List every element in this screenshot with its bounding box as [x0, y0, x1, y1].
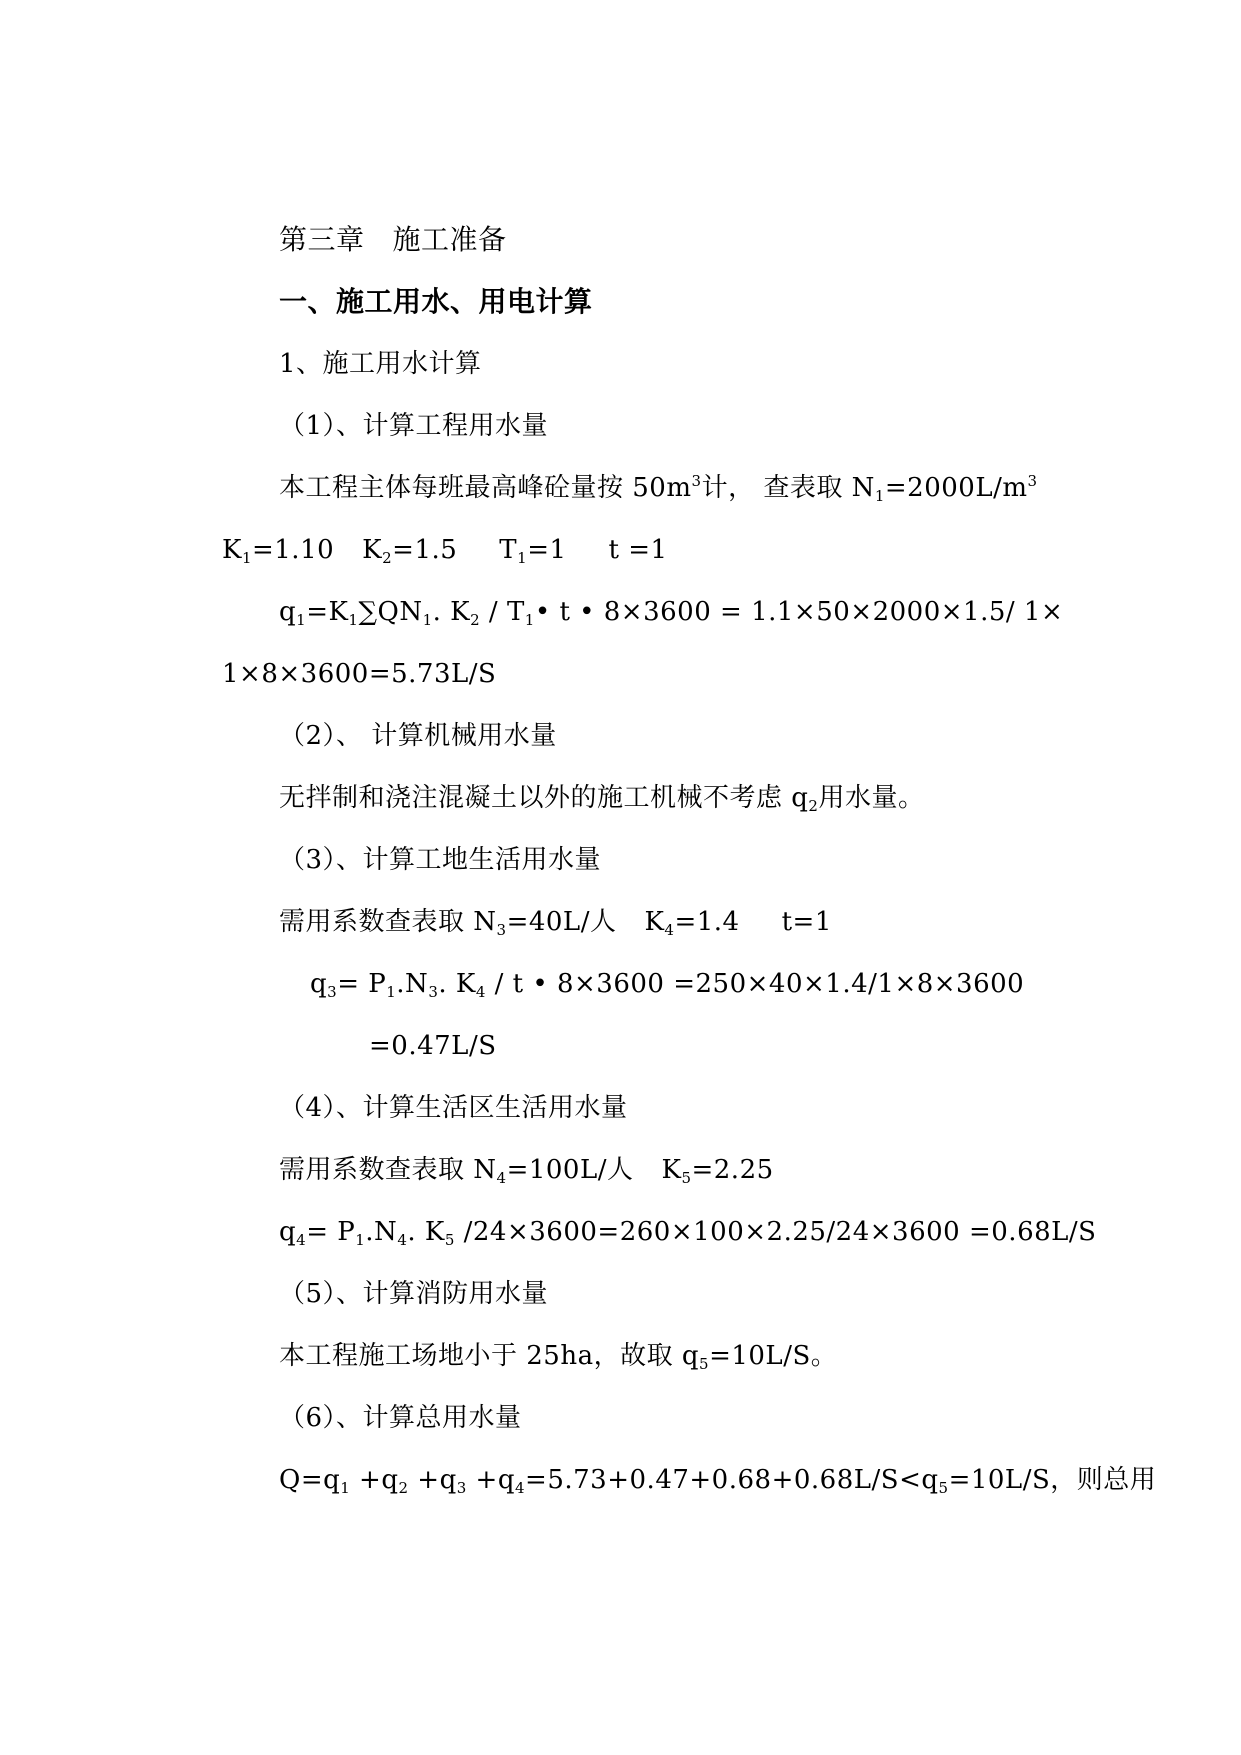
text-run: /24×3600=260×100×2.25/24×3600 =0.68L/S — [454, 1217, 1097, 1247]
item-3-formula-result: =0.47L/S — [369, 1031, 497, 1061]
item-1-line-1 — [279, 470, 1038, 506]
text-run: +q — [408, 1465, 457, 1495]
subscript: 1 — [517, 549, 528, 567]
text-run: =10L/S，则总用 — [948, 1465, 1157, 1495]
text-run: K — [362, 535, 383, 565]
item-4-formula — [279, 1214, 1097, 1250]
text-run: =1.5 — [392, 535, 458, 565]
subscript: 3 — [428, 983, 439, 1001]
text-run: =1.10 — [251, 535, 335, 565]
item-3-title: （3）、计算工地生活用水量 — [279, 845, 602, 875]
item-1-line-2 — [222, 532, 668, 568]
item-1-formula — [279, 594, 1063, 630]
item-6-formula — [279, 1462, 1156, 1498]
subscript: 3 — [456, 1479, 467, 1497]
text-run: q — [279, 1217, 297, 1247]
subscript: 5 — [938, 1479, 949, 1497]
subscript: 1 — [524, 611, 535, 629]
text-run: 本工程主体每班最高峰砼量按 50m — [279, 473, 692, 503]
text-run: 需用系数查表取 N — [279, 907, 497, 937]
subscript: 4 — [515, 1479, 526, 1497]
text-run: K — [644, 907, 665, 937]
subscript: 2 — [382, 549, 393, 567]
superscript: 3 — [691, 472, 702, 490]
text-run: = P — [306, 1217, 356, 1247]
subscript: 4 — [475, 983, 486, 1001]
text-run: q — [279, 597, 297, 627]
text-run: Q=q — [279, 1465, 341, 1495]
item-4-line — [279, 1152, 774, 1188]
text-run: t=1 — [781, 907, 832, 937]
text-run: K — [222, 535, 242, 565]
subsection-heading: 1、施工用水计算 — [279, 349, 482, 379]
text-run: T — [499, 535, 518, 565]
item-5-text — [279, 1338, 837, 1374]
chapter-number: 第三章 — [279, 223, 365, 256]
text-run: .N — [396, 969, 429, 999]
text-run: =40L/人 — [506, 907, 617, 937]
text-run: . K — [432, 597, 471, 627]
text-run: =1 — [527, 535, 567, 565]
text-run: 本工程施工场地小于 25ha，故取 q — [279, 1341, 700, 1371]
subscript: 1 — [355, 1231, 366, 1249]
subscript: 1 — [386, 983, 397, 1001]
subscript: 3 — [327, 983, 338, 1001]
text-run: ∑QN — [358, 597, 423, 627]
chapter-name: 施工准备 — [392, 223, 507, 256]
subscript: 5 — [681, 1169, 692, 1187]
subscript: 2 — [398, 1479, 409, 1497]
text-run: =10L/S。 — [709, 1341, 838, 1371]
subscript: 1 — [874, 487, 885, 505]
text-run: =1.4 — [674, 907, 740, 937]
text-run: +q — [466, 1465, 515, 1495]
subscript: 1 — [241, 549, 252, 567]
subscript: 2 — [470, 611, 481, 629]
item-2-title: （2）、 计算机械用水量 — [279, 721, 557, 751]
subscript: 2 — [808, 797, 819, 815]
item-1-title: （1）、计算工程用水量 — [279, 411, 549, 441]
subscript: 1 — [340, 1479, 351, 1497]
text-run: =2.25 — [691, 1155, 774, 1185]
text-run: 用水量。 — [818, 783, 925, 813]
text-run: 计， 查表取 N — [701, 473, 875, 503]
text-run: =K — [306, 597, 349, 627]
text-run: .N — [365, 1217, 398, 1247]
item-3-formula — [310, 966, 1024, 1002]
text-run: 需用系数查表取 N — [279, 1155, 497, 1185]
subscript: 4 — [496, 1169, 507, 1187]
text-run: • t • 8×3600 = 1.1×50×2000×1.5/ 1× — [534, 597, 1064, 627]
text-run: = P — [337, 969, 387, 999]
text-run: =2000L/m — [884, 473, 1028, 503]
subscript: 4 — [397, 1231, 408, 1249]
text-run: K — [661, 1155, 682, 1185]
text-run: . K — [407, 1217, 445, 1247]
subscript: 1 — [296, 611, 307, 629]
subscript: 5 — [444, 1231, 455, 1249]
item-2-text — [279, 780, 924, 816]
text-run: q — [310, 969, 328, 999]
item-3-line — [279, 904, 832, 940]
text-run: . K — [438, 969, 476, 999]
text-run: 无拌制和浇注混凝土以外的施工机械不考虑 q — [279, 783, 809, 813]
subscript: 3 — [496, 921, 507, 939]
item-4-title: （4）、计算生活区生活用水量 — [279, 1093, 628, 1123]
text-run: t =1 — [608, 535, 668, 565]
item-6-title: （6）、计算总用水量 — [279, 1403, 522, 1433]
text-run: / t • 8×3600 =250×40×1.4/1×8×3600 — [485, 969, 1025, 999]
subscript: 1 — [348, 611, 359, 629]
text-run: / T — [480, 597, 525, 627]
subscript: 4 — [664, 921, 675, 939]
subscript: 1 — [422, 611, 433, 629]
section-heading: 一、施工用水、用电计算 — [279, 285, 593, 318]
item-5-title: （5）、计算消防用水量 — [279, 1279, 549, 1309]
text-run: +q — [350, 1465, 399, 1495]
chapter-heading — [279, 222, 507, 258]
subscript: 4 — [296, 1231, 307, 1249]
item-1-formula-continued: 1×8×3600=5.73L/S — [222, 659, 497, 689]
text-run: =100L/人 — [506, 1155, 634, 1185]
subscript: 5 — [699, 1355, 710, 1373]
text-run: =5.73+0.47+0.68+0.68L/S<q — [525, 1465, 939, 1495]
superscript: 3 — [1027, 472, 1038, 490]
